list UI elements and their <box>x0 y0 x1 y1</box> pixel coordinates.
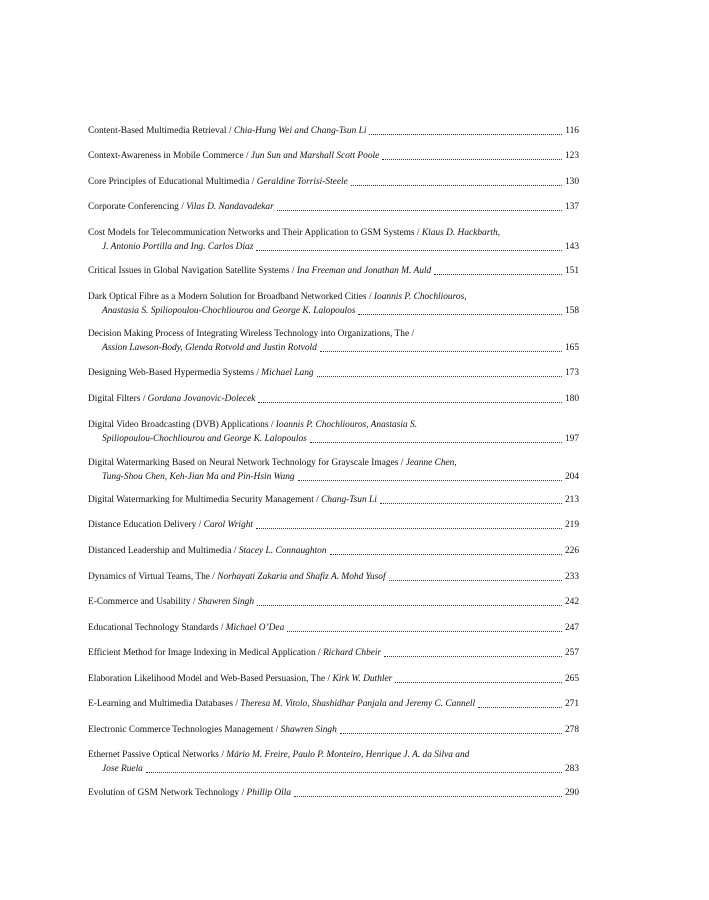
entry-authors: Ioannis P. Chochliouros, Anastasia S. <box>275 420 418 430</box>
title-author-separator: / <box>218 623 226 633</box>
entry-authors: Tung-Shou Chen, Keh-Jian Ma and Pin-Hsin Wang <box>102 472 295 482</box>
entry-authors: Michael Lang <box>261 368 314 378</box>
toc-entry[interactable] <box>88 697 579 711</box>
entry-authors: Gordana Jovanovic-Dolecek <box>147 394 256 404</box>
entry-authors: Carol Wright <box>203 520 253 530</box>
dot-leader <box>317 375 562 377</box>
entry-title: Distanced Leadership and Multimedia <box>88 546 232 556</box>
toc-entry-line <box>88 697 579 711</box>
dot-leader <box>358 313 561 315</box>
entry-title: Designing Web-Based Hypermedia Systems <box>88 368 254 378</box>
toc-entry-line <box>88 366 579 380</box>
entry-authors: Phillip Olla <box>246 788 292 798</box>
entry-authors: Jose Ruela <box>102 764 143 774</box>
title-author-separator: / <box>289 266 297 276</box>
toc-entry-line <box>88 621 579 635</box>
entry-authors: Mário M. Freire, Paulo P. Monteiro, Henrique J. A. da Silva and <box>226 750 470 760</box>
toc-entry[interactable] <box>88 392 579 406</box>
toc-entry-line <box>88 672 579 686</box>
toc-entry[interactable] <box>88 290 579 318</box>
entry-title: Cost Models for Telecommunication Networks and Their Application to GSM Systems <box>88 228 415 238</box>
entry-title: Ethernet Passive Optical Networks <box>88 750 219 760</box>
entry-authors: Klaus D. Hackbarth, <box>421 228 500 238</box>
dot-leader <box>478 706 562 708</box>
toc-entry-line <box>88 646 579 660</box>
entry-authors: Theresa M. Vitolo, Shashidhar Panjala and Jeremy C. Cannell <box>240 699 476 709</box>
title-author-separator: / <box>313 495 322 505</box>
entry-title: Dark Optical Fibre as a Modern Solution for Broadband Networked Cities <box>88 292 367 302</box>
entry-title: Educational Technology Standards <box>88 623 219 633</box>
page-number: 180 <box>564 394 579 404</box>
toc-entry-line <box>88 290 579 304</box>
title-author-separator: / <box>196 520 204 530</box>
entry-title: Digital Video Broadcasting (DVB) Applications <box>88 420 269 430</box>
toc-entry[interactable] <box>88 200 579 214</box>
title-author-separator: / <box>209 572 218 582</box>
page-number: 265 <box>564 674 579 684</box>
toc-entry[interactable] <box>88 456 579 484</box>
page-number: 137 <box>564 202 579 212</box>
dot-leader <box>434 273 562 275</box>
dot-leader <box>258 401 562 403</box>
page-number: 123 <box>564 151 579 161</box>
entry-authors: Anastasia S. Spiliopoulou-Chochliourou and George K. Lalopoulos <box>102 306 356 316</box>
entry-authors: Stacey L. Connaughton <box>238 546 327 556</box>
dot-leader <box>256 249 562 251</box>
toc-entry-continuation <box>88 432 579 446</box>
entry-authors: J. Antonio Portilla and Ing. Carlos Diaz <box>102 242 254 252</box>
title-author-separator: / <box>398 458 406 468</box>
title-author-separator: / <box>140 394 148 404</box>
dot-leader <box>257 604 562 606</box>
page-number: 116 <box>565 126 579 136</box>
page-number: 271 <box>564 699 579 709</box>
toc-entry-line <box>88 595 579 609</box>
title-author-separator: / <box>233 699 241 709</box>
toc-entry-line <box>88 226 579 240</box>
page-number: 233 <box>564 572 579 582</box>
page-number: 257 <box>564 648 579 658</box>
dot-leader <box>382 158 562 160</box>
dot-leader <box>256 527 562 529</box>
dot-leader <box>320 350 562 352</box>
toc-entry-line <box>88 456 579 470</box>
title-author-separator: / <box>218 750 227 760</box>
dot-leader <box>146 771 562 773</box>
title-author-separator: / <box>243 151 251 161</box>
toc-entry[interactable] <box>88 723 579 737</box>
toc-entry[interactable] <box>88 175 579 189</box>
entry-title: Critical Issues in Global Navigation Satellite Systems <box>88 266 290 276</box>
entry-title: E-Learning and Multimedia Databases <box>88 699 234 709</box>
entry-title: Digital Watermarking Based on Neural Network Technology for Grayscale Images <box>88 458 399 468</box>
title-author-separator: / <box>414 228 422 238</box>
toc-entry[interactable] <box>88 226 579 254</box>
toc-entry-line <box>88 392 579 406</box>
dot-leader <box>298 479 562 481</box>
page-number: 130 <box>564 177 579 187</box>
entry-authors: Jeanne Chen, <box>405 458 457 468</box>
entry-authors: Chia-Hung Wei and Chang-Tsun Li <box>233 126 367 136</box>
toc-entry-line <box>88 723 579 737</box>
title-author-separator: / <box>409 329 417 339</box>
entry-title: E-Commerce and Usability <box>88 597 191 607</box>
toc-entry-line <box>88 748 579 762</box>
toc-entry[interactable] <box>88 366 579 380</box>
toc-entry[interactable] <box>88 621 579 635</box>
title-author-separator: / <box>178 202 187 212</box>
page-number: 219 <box>564 520 579 530</box>
entry-title: Electronic Commerce Technologies Management <box>88 725 274 735</box>
toc-entry[interactable] <box>88 595 579 609</box>
toc-entry-line <box>88 264 579 278</box>
toc-entry-line <box>88 124 579 138</box>
entry-title: Content-Based Multimedia Retrieval <box>88 126 227 136</box>
dot-leader <box>369 133 562 135</box>
page-number: 242 <box>564 597 579 607</box>
entry-authors: Jun Sun and Marshall Scott Poole <box>250 151 380 161</box>
toc-entry-continuation <box>88 341 579 355</box>
entry-title: Context-Awareness in Mobile Commerce <box>88 151 244 161</box>
toc-entry-line <box>88 175 579 189</box>
toc-entry-line <box>88 518 579 532</box>
toc-entry-line <box>88 570 579 584</box>
toc-entry[interactable] <box>88 570 579 584</box>
entry-authors: Norhayati Zakaria and Shafiz A. Mohd Yusof <box>217 572 386 582</box>
toc-entry-line <box>88 418 579 432</box>
toc-entry[interactable] <box>88 149 579 163</box>
toc-entry-line <box>88 200 579 214</box>
toc-entry-continuation <box>88 304 579 318</box>
toc-entry[interactable] <box>88 544 579 558</box>
entry-title: Efficient Method for Image Indexing in Medical Application <box>88 648 316 658</box>
page-number: 165 <box>564 343 579 353</box>
toc-entry-continuation <box>88 470 579 484</box>
entry-title: Dynamics of Virtual Teams, The <box>88 572 210 582</box>
entry-authors: Shawren Singh <box>197 597 255 607</box>
toc-entry-line <box>88 786 579 800</box>
toc-entry-continuation <box>88 240 579 254</box>
toc-entry[interactable] <box>88 418 579 446</box>
toc-entry[interactable] <box>88 518 579 532</box>
title-author-separator: / <box>190 597 198 607</box>
dot-leader <box>380 502 562 504</box>
toc-entry-line <box>88 493 579 507</box>
toc-entry[interactable] <box>88 748 579 776</box>
title-author-separator: / <box>273 725 281 735</box>
toc-entry[interactable] <box>88 672 579 686</box>
title-author-separator: / <box>239 788 247 798</box>
toc-entry[interactable] <box>88 493 579 507</box>
toc-entry-line <box>88 544 579 558</box>
toc-entry-line <box>88 149 579 163</box>
page-number: 151 <box>564 266 579 276</box>
entry-title: Decision Making Process of Integrating Wireless Technology into Organizations, The <box>88 329 410 339</box>
entry-authors: Kirk W. Duthler <box>332 674 393 684</box>
entry-title: Digital Watermarking for Multimedia Security Management <box>88 495 314 505</box>
toc-entry[interactable] <box>88 786 579 800</box>
page-number: 226 <box>564 546 579 556</box>
toc-entry[interactable] <box>88 327 579 355</box>
page-number: 173 <box>564 368 579 378</box>
entry-title: Elaboration Likelihood Model and Web-Based Persuasion, The <box>88 674 326 684</box>
toc-entry-line <box>88 327 579 341</box>
title-author-separator: / <box>253 368 262 378</box>
dot-leader <box>287 630 562 632</box>
entry-authors: Michael O’Dea <box>225 623 285 633</box>
dot-leader <box>340 732 562 734</box>
entry-authors: Assion Lawson-Body, Glenda Rotvold and Justin Rotvold <box>102 343 317 353</box>
entry-authors: Spiliopoulou-Chochliourou and George K. Lalopoulos <box>102 434 307 444</box>
page-number: 204 <box>564 472 579 482</box>
entry-authors: Vilas D. Nandavadekar <box>186 202 274 212</box>
entry-authors: Richard Chbeir <box>322 648 382 658</box>
page-number: 290 <box>564 788 579 798</box>
title-author-separator: / <box>315 648 323 658</box>
title-author-separator: / <box>249 177 257 187</box>
title-author-separator: / <box>325 674 333 684</box>
dot-leader <box>384 655 562 657</box>
title-author-separator: / <box>226 126 234 136</box>
page-number: 197 <box>564 434 579 444</box>
entry-title: Corporate Conferencing <box>88 202 179 212</box>
toc-entry[interactable] <box>88 264 579 278</box>
entry-authors: Ioannis P. Chochliouros, <box>373 292 467 302</box>
title-author-separator: / <box>231 546 239 556</box>
page-number: 143 <box>564 242 579 252</box>
page-number: 247 <box>564 623 579 633</box>
entry-title: Distance Education Delivery <box>88 520 197 530</box>
toc-entry-continuation <box>88 762 579 776</box>
dot-leader <box>389 579 562 581</box>
entry-authors: Ina Freeman and Jonathan M. Auld <box>296 266 432 276</box>
entry-authors: Geraldine Torrisi-Steele <box>256 177 348 187</box>
dot-leader <box>351 184 562 186</box>
title-author-separator: / <box>268 420 276 430</box>
entry-title: Evolution of GSM Network Technology <box>88 788 240 798</box>
page-number: 158 <box>564 306 579 316</box>
entry-authors: Chang-Tsun Li <box>321 495 377 505</box>
dot-leader <box>294 795 562 797</box>
toc-entry[interactable] <box>88 124 579 138</box>
title-author-separator: / <box>366 292 374 302</box>
entry-title: Core Principles of Educational Multimedia <box>88 177 250 187</box>
dot-leader <box>330 553 562 555</box>
entry-title: Digital Filters <box>88 394 141 404</box>
page-number: 213 <box>564 495 579 505</box>
entry-authors: Shawren Singh <box>280 725 337 735</box>
page-number: 278 <box>564 725 579 735</box>
page-number: 283 <box>564 764 579 774</box>
dot-leader <box>395 681 562 683</box>
dot-leader <box>277 209 562 211</box>
toc-entry[interactable] <box>88 646 579 660</box>
dot-leader <box>310 441 562 443</box>
